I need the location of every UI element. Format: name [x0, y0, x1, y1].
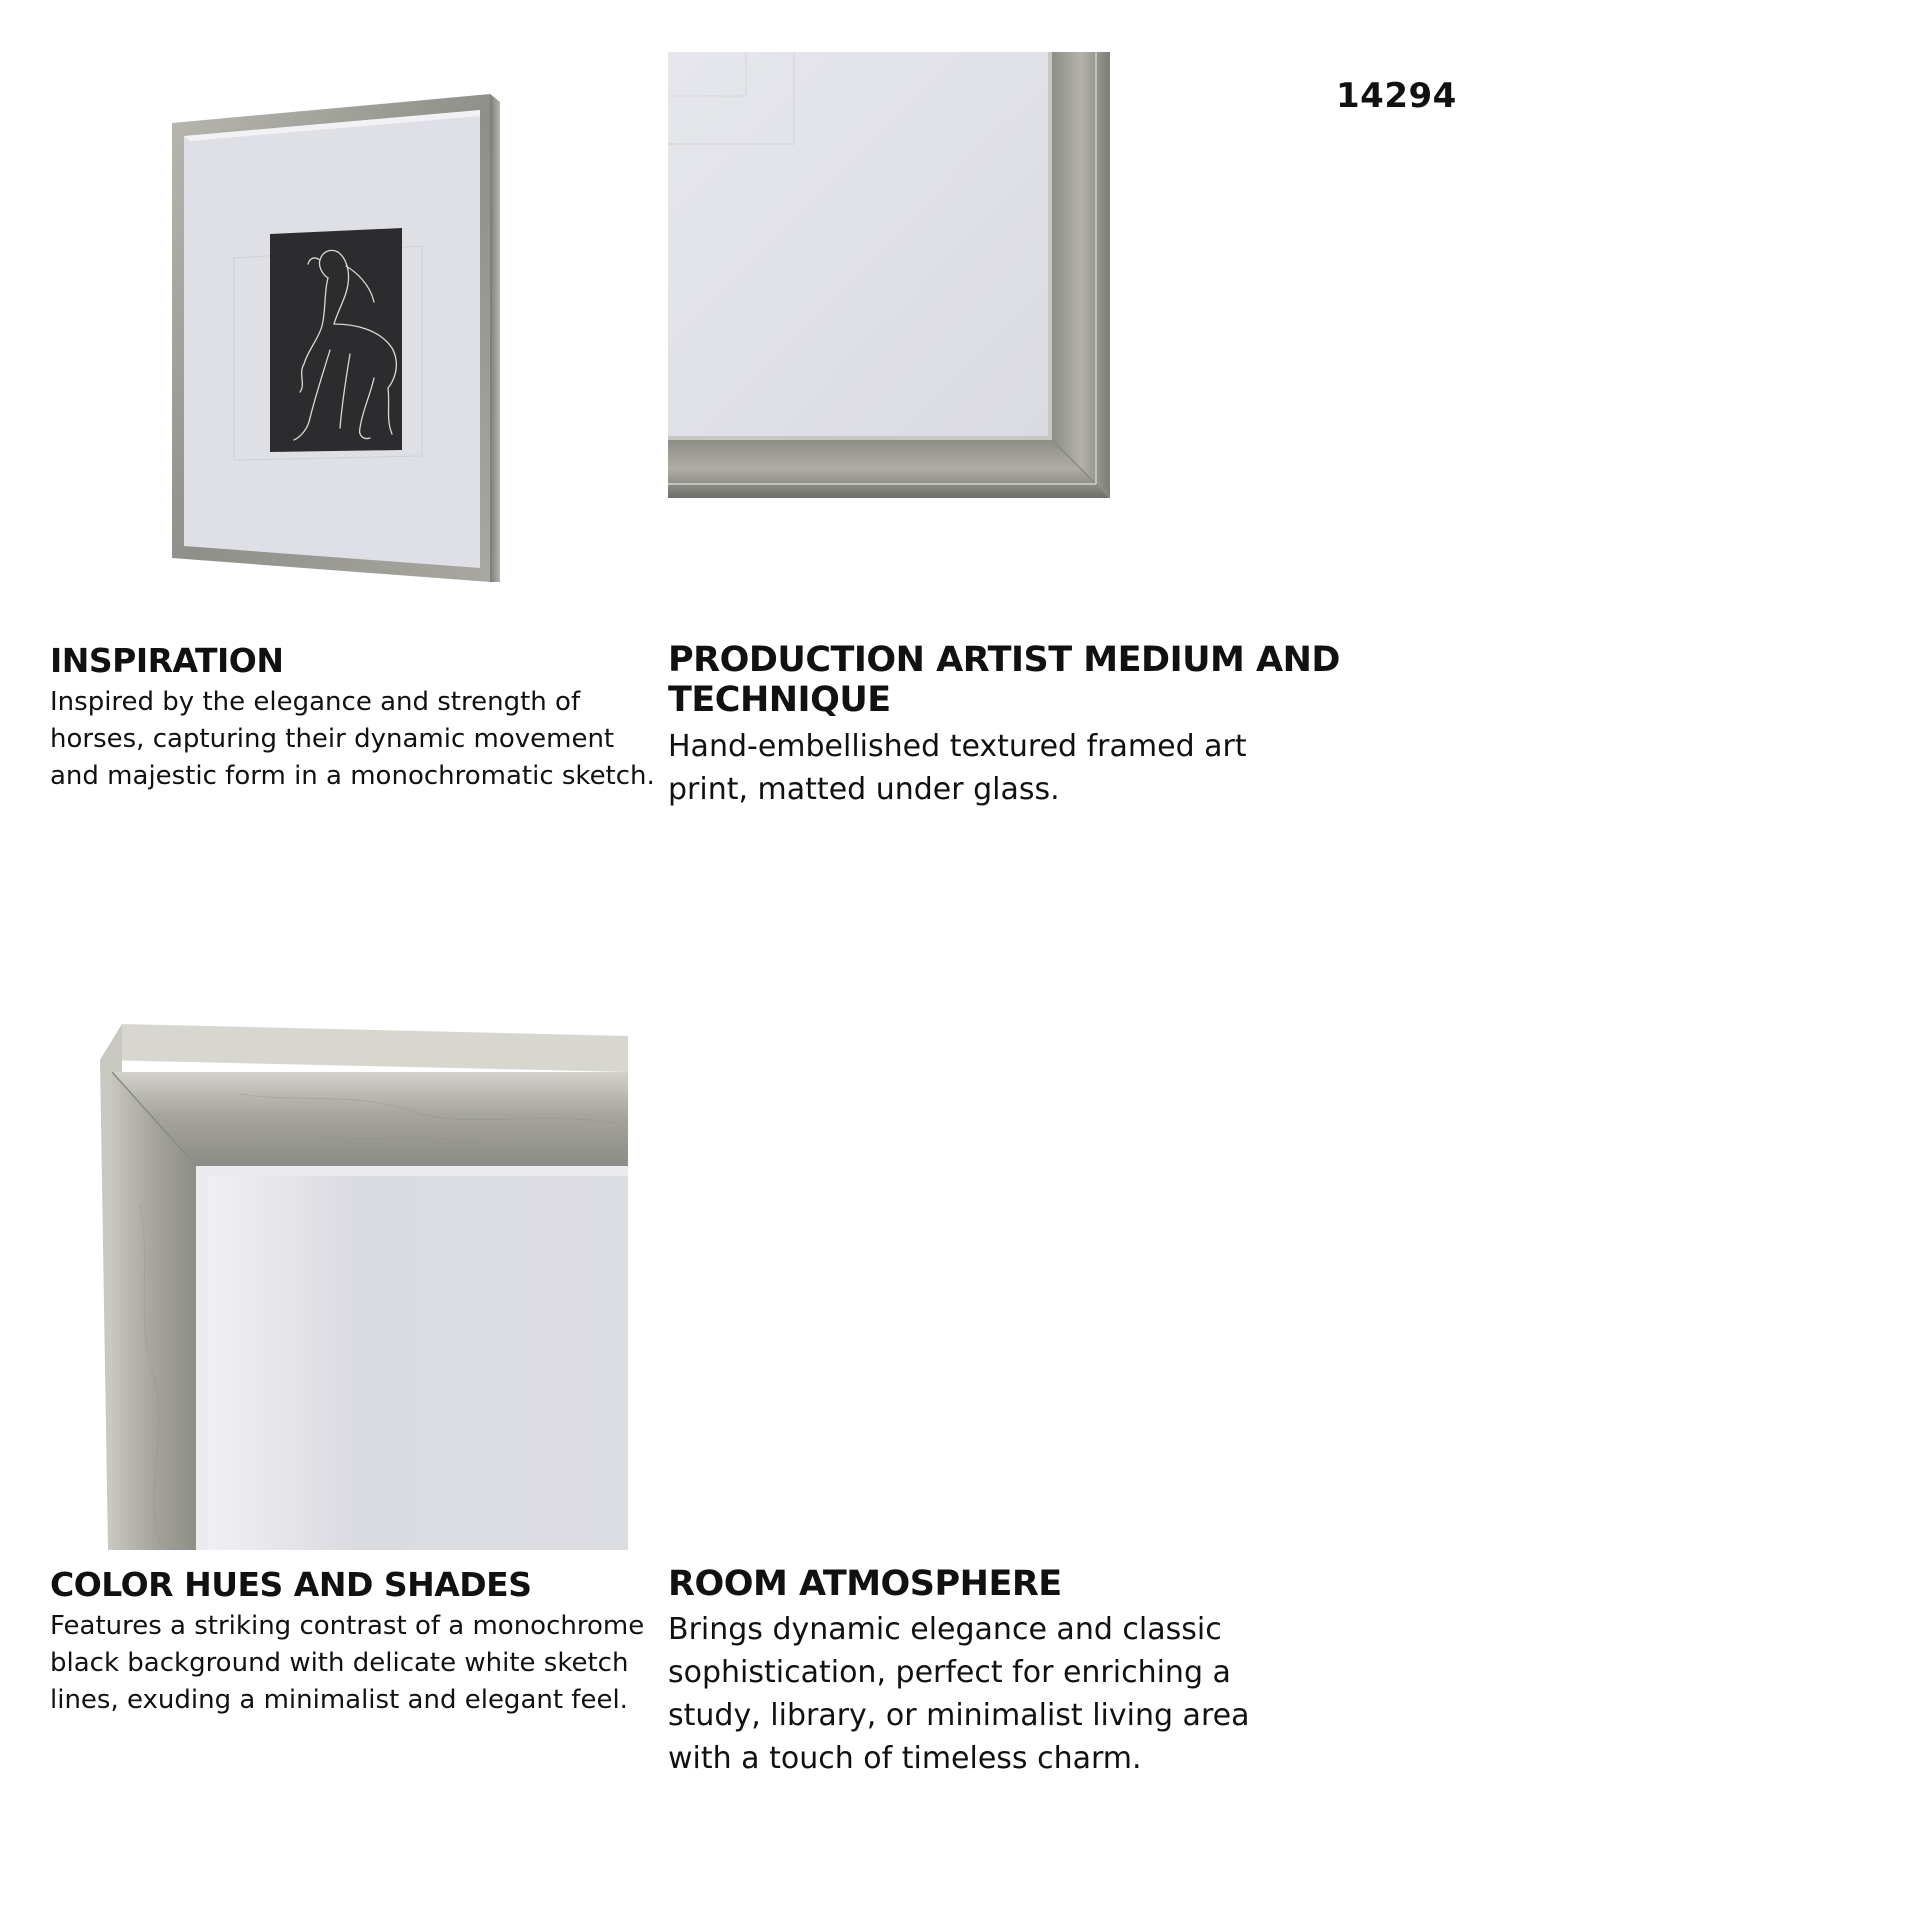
horse-sketch-artwork — [270, 228, 402, 452]
inspiration-line: Inspired by the elegance and strength of — [50, 686, 581, 717]
medium-heading: PRODUCTION ARTIST MEDIUM AND TECHNIQUE — [668, 640, 1340, 721]
framed-art-photo — [160, 88, 512, 588]
color-heading: COLOR HUES AND SHADES — [50, 1565, 532, 1604]
inspiration-line: and majestic form in a monochromatic sketch. — [50, 760, 655, 791]
inspiration-line: horses, capturing their dynamic movement — [50, 723, 615, 754]
color-line: lines, exuding a minimalist and elegant feel. — [50, 1684, 628, 1715]
color-line: black background with delicate white sketch — [50, 1647, 629, 1678]
room-line: with a touch of timeless charm. — [668, 1741, 1142, 1777]
room-heading: ROOM ATMOSPHERE — [668, 1564, 1062, 1604]
medium-line: Hand-embellished textured framed art — [668, 728, 1247, 764]
frame-corner-top-photo — [100, 1024, 628, 1550]
color-text — [50, 1608, 650, 1719]
medium-section — [668, 640, 1488, 811]
medium-line: print, matted under glass. — [668, 771, 1060, 807]
product-code: 14294 — [1336, 76, 1457, 116]
frame-corner-bottom-photo — [668, 52, 1110, 498]
color-line: Features a striking contrast of a monochrome — [50, 1610, 645, 1641]
room-line: Brings dynamic elegance and classic — [668, 1612, 1222, 1648]
inspiration-text — [50, 684, 655, 795]
room-text — [668, 1608, 1288, 1780]
color-section — [50, 1566, 650, 1719]
room-line: sophistication, perfect for enriching a — [668, 1655, 1231, 1691]
room-line: study, library, or minimalist living area — [668, 1698, 1250, 1734]
medium-text — [668, 725, 1268, 811]
inspiration-heading: INSPIRATION — [50, 641, 284, 680]
inspiration-section — [50, 641, 655, 795]
room-section — [668, 1564, 1288, 1780]
